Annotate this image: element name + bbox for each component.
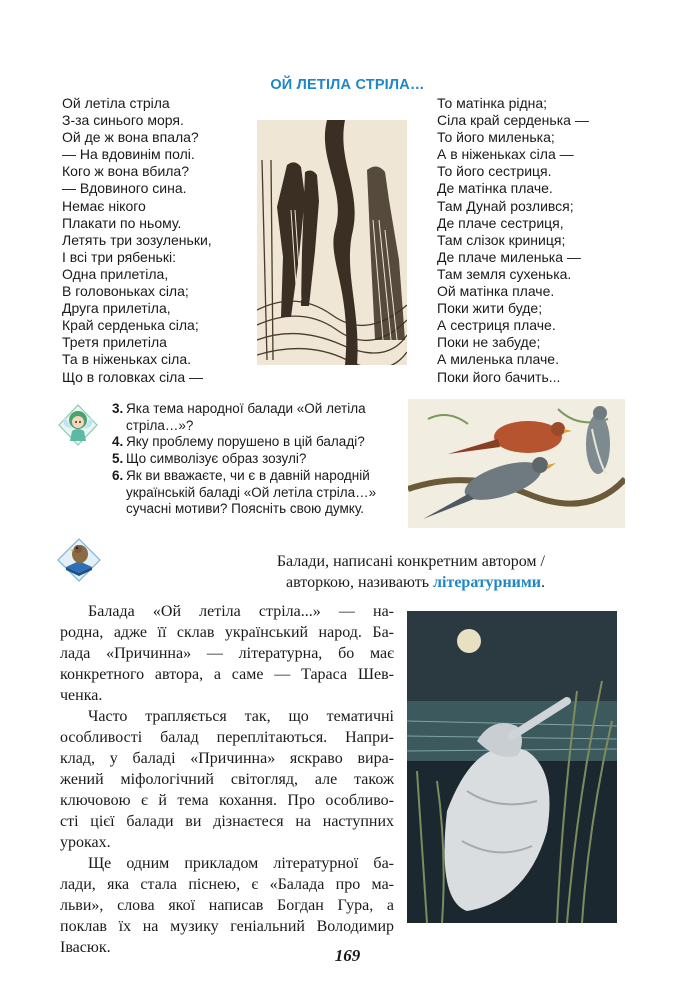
cuckoo-birds-illustration	[408, 399, 625, 528]
poem-right-line: Там земля сухенька.	[437, 265, 572, 282]
body-line: ченка.	[60, 687, 103, 704]
poem-left-line: З-за синього моря.	[62, 112, 184, 129]
poem-right-line: А миленька плаче.	[437, 351, 559, 368]
body-line: родна, адже її склав український народ. Ба-	[60, 624, 394, 641]
poem-left-line: Ой летіла стріла	[62, 95, 170, 111]
question-6	[112, 468, 402, 518]
body-line: лади, яка стала піснею, є «Балада про ма-	[60, 876, 394, 893]
definition-line-1: Балади, написані конкретним автором /	[276, 553, 545, 570]
question-text: Яку проблему порушено в цій баладі?	[126, 434, 365, 449]
woodcut-illustration	[257, 120, 407, 365]
book-bird-icon	[56, 537, 102, 583]
night-river-illustration	[407, 611, 617, 923]
poem-right-line: Ой матінка плаче.	[437, 283, 555, 300]
question-text: Що символізує образ зозулі?	[126, 451, 307, 466]
question-4	[112, 434, 402, 451]
poem-left-line: В головоньках сіла;	[62, 283, 189, 300]
poem-left-line: Край серденька сіла;	[62, 317, 199, 334]
page-number: 169	[334, 946, 361, 965]
poem-right-line: То його миленька;	[437, 129, 555, 146]
poem-left-line: Одна прилетіла,	[62, 265, 169, 282]
poem-left-line: Та в ніженьках сіла.	[62, 351, 192, 368]
question-number: 4.	[112, 434, 124, 449]
poem-left-line: Ой де ж вона впала?	[62, 129, 199, 146]
body-text	[60, 601, 394, 958]
poem-left-line: Летять три зозуленьки,	[62, 231, 212, 248]
definition-line-2	[150, 572, 545, 593]
body-line: Часто трапляється так, що тематичні	[88, 708, 394, 725]
body-line: Івасюк.	[60, 939, 111, 956]
poem-left-line: — Вдовиного сина.	[62, 180, 187, 197]
body-line: конкретного автора, а саме — Тараса Шев-	[60, 666, 394, 683]
poem-right-line: Де матінка плаче.	[437, 180, 553, 197]
poem-left-line: Плакати по ньому.	[62, 214, 182, 231]
poem-left-column	[62, 95, 212, 386]
body-line: льви», слова якої написав Богдан Гура, а	[60, 897, 394, 914]
question-text: Яка тема народної балади «Ой летіла стріла…»?	[126, 401, 366, 433]
poem-left-line: І всі три рябенькі:	[62, 248, 176, 265]
poem-right-line: А в ніженьках сіла —	[437, 146, 574, 163]
poem-right-line: Де плаче миленька —	[437, 248, 581, 265]
poem-left-line: Кого ж вона вбила?	[62, 163, 190, 180]
poem-left-line: — На вдовинім полі.	[62, 146, 195, 163]
poem-right-line: Поки жити буде;	[437, 300, 543, 317]
body-line: Балада «Ой летіла стріла...» — на-	[88, 603, 394, 620]
poem-right-line: Поки його бачить...	[437, 368, 561, 385]
poem-left-line: Друга прилетіла,	[62, 300, 171, 317]
question-number: 3.	[112, 401, 124, 416]
body-line: жений міфологічний світогляд, але також	[60, 771, 394, 788]
definition-text: авторкою, називають	[286, 574, 434, 591]
poem-right-line: Де плаче сестриця,	[437, 214, 564, 231]
question-3	[112, 401, 402, 434]
body-line: поклав їх на музику геніальний Володимир	[60, 918, 394, 935]
body-line: Ще одним прикладом літературної ба-	[88, 855, 394, 872]
question-text: Як ви вважаєте, чи є в давній народній українській баладі «Ой летіла стріла…» сучасні мотиви? Поясніть свою думку.	[126, 468, 377, 516]
poem-left-line: Немає нікого	[62, 197, 146, 214]
poem-right-line: То його сестриця.	[437, 163, 552, 180]
body-line: лада «Причинна» — літературна, бо має	[60, 645, 394, 662]
poem-right-column	[437, 95, 589, 386]
body-line: клад, у баладі «Причинна» яскраво вира-	[60, 750, 394, 767]
body-line: особливості балад переплітаються. Напри-	[60, 729, 394, 746]
fairy-character-icon	[56, 403, 100, 447]
poem-left-line: Третя прилетіла	[62, 334, 167, 351]
body-line: сті цієї балади ви дізнаєтеся на наступних	[60, 813, 394, 830]
poem-right-line: То матінка рідна;	[437, 95, 548, 111]
ballad-title: ОЙ ЛЕТІЛА СТРІЛА…	[270, 77, 425, 93]
poem-right-line: Сіла край серденька —	[437, 112, 589, 129]
definition-end: .	[541, 574, 545, 591]
poem-right-line: Там Дунай розлився;	[437, 197, 574, 214]
body-line: уроках.	[60, 834, 111, 851]
poem-right-line: Там слізок криниця;	[437, 231, 566, 248]
question-number: 5.	[112, 451, 124, 466]
poem-right-line: А сестриця плаче.	[437, 317, 556, 334]
question-number: 6.	[112, 468, 124, 483]
definition-term: літературними	[433, 574, 541, 591]
poem-left-line: Що в головках сіла —	[62, 368, 204, 385]
question-5	[112, 451, 402, 468]
body-line: ключовою є й тема кохання. Про особливо-	[60, 792, 394, 809]
poem-right-line: Поки не забуде;	[437, 334, 541, 351]
